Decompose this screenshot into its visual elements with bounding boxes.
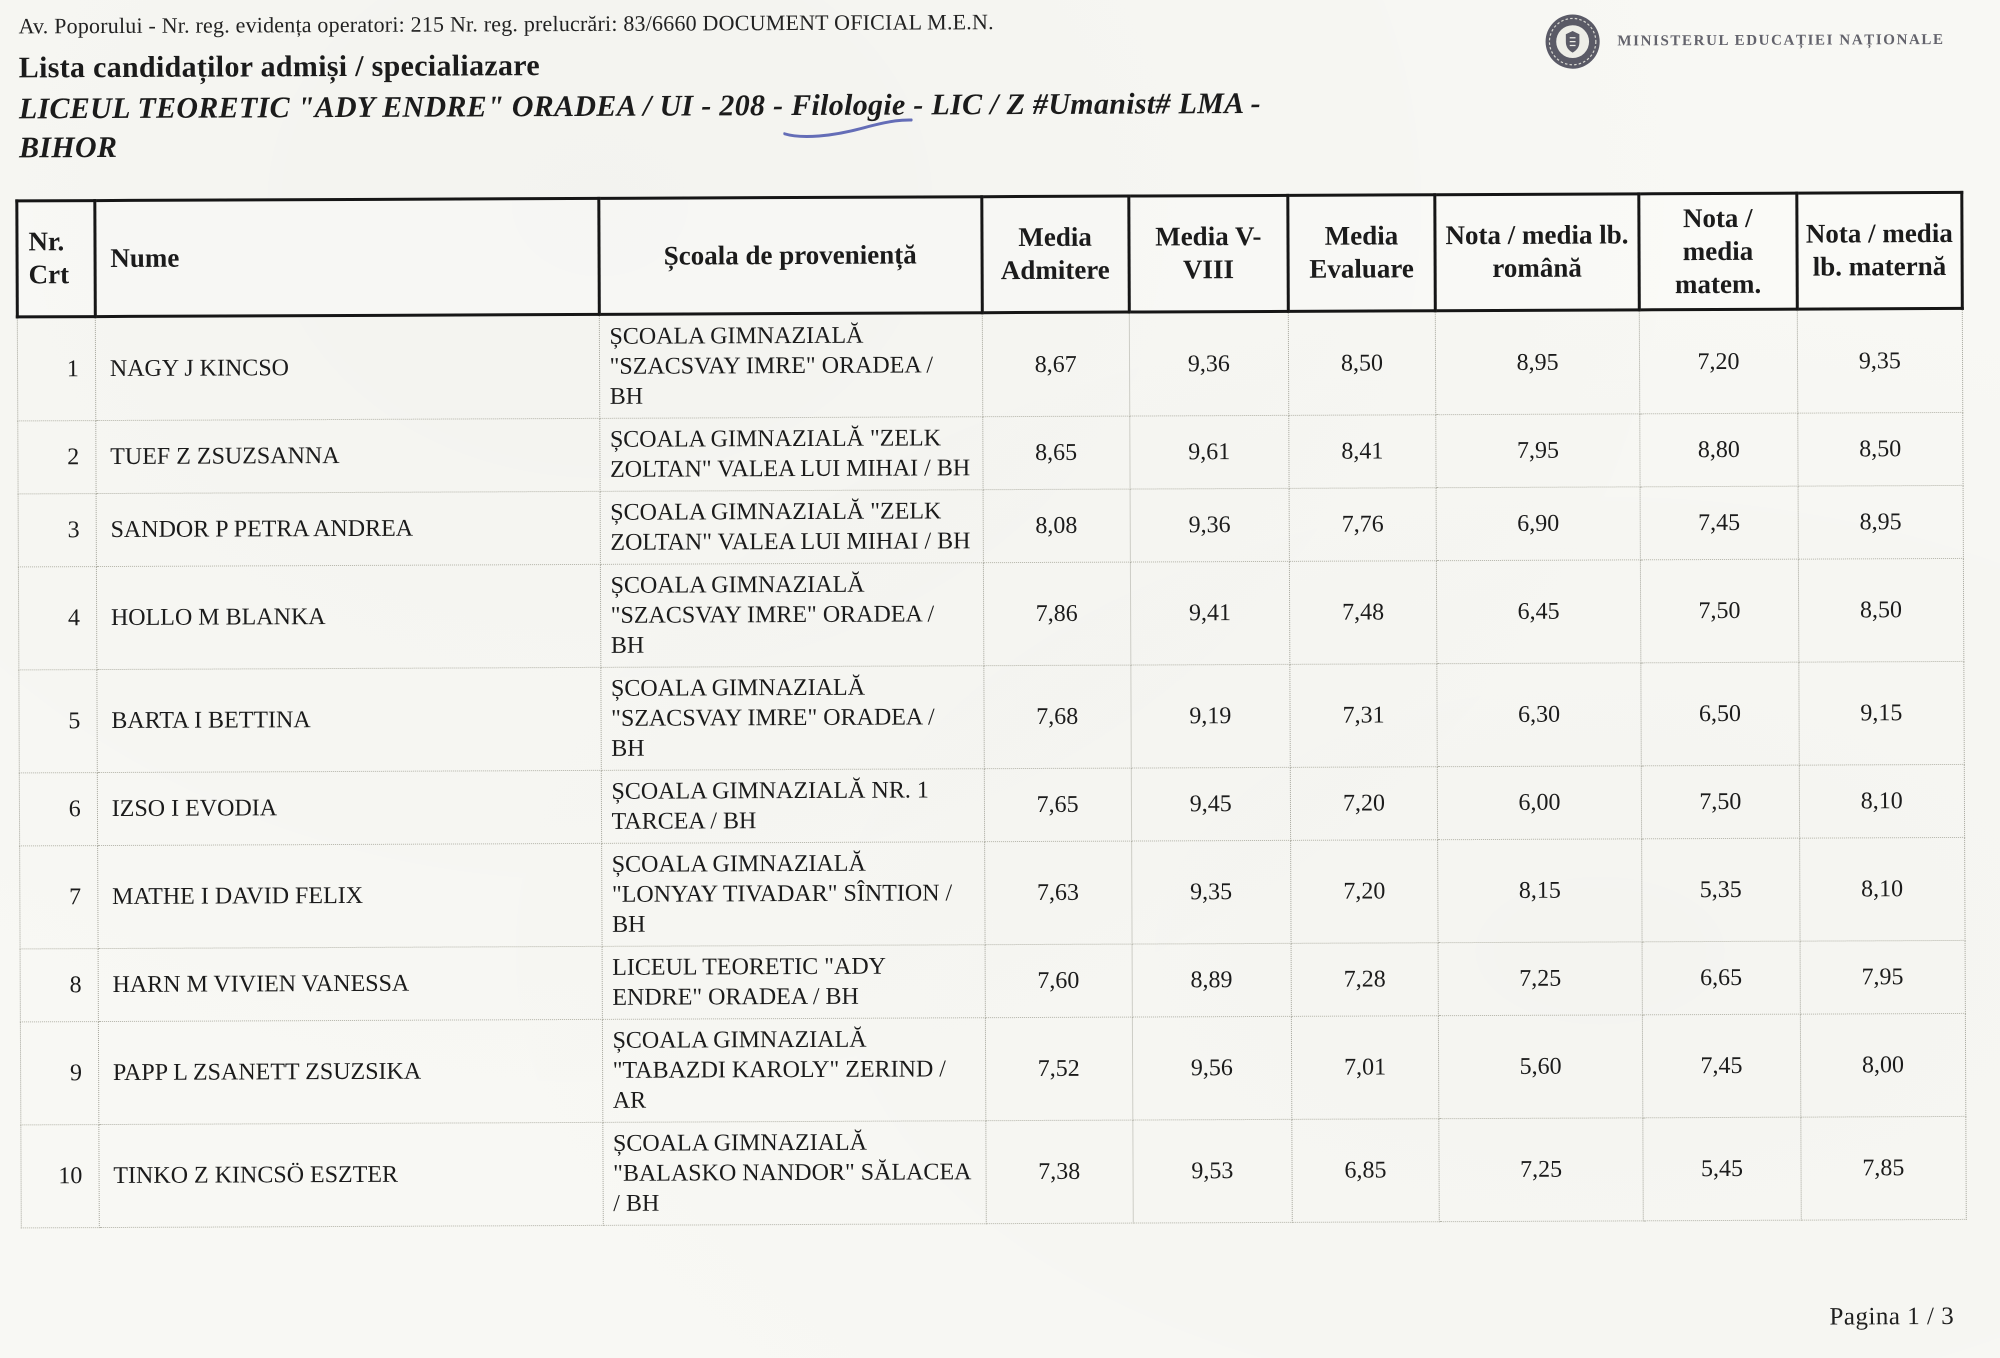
cell-nr: 1: [17, 316, 95, 420]
ministry-brand: [1543, 11, 1944, 71]
subtitle-highlight-text: Filologie: [791, 88, 906, 123]
column-header-media-admitere: Media Admitere: [982, 196, 1129, 312]
cell-nota-matem: 7,45: [1640, 486, 1798, 560]
table-row: [20, 940, 1965, 1021]
cell-nr: 7: [20, 845, 98, 948]
cell-nota-matem: 7,20: [1639, 309, 1797, 414]
column-header-scoala: Școala de proveniență: [598, 197, 982, 314]
column-header-nume: Nume: [95, 198, 599, 316]
cell-media-evaluare: 7,76: [1289, 488, 1436, 562]
cell-media-admitere: 7,63: [984, 841, 1131, 945]
cell-nr: 2: [18, 420, 96, 493]
cell-media-evaluare: 7,28: [1291, 943, 1438, 1017]
table-row: [20, 837, 1965, 948]
cell-nume: IZSO I EVODIA: [97, 770, 601, 845]
cell-nota-romana: 6,45: [1436, 560, 1641, 664]
column-header-nota-romana: Nota / media lb. română: [1435, 194, 1640, 311]
cell-nota-romana: 6,00: [1437, 766, 1642, 840]
table-header: [17, 192, 1962, 316]
candidates-table: [15, 191, 1967, 1228]
cell-scoala: ȘCOALA GIMNAZIALĂ "ZELK ZOLTAN" VALEA LUI MIHAI / BH: [600, 490, 983, 565]
cell-nota-matem: 7,50: [1641, 765, 1799, 839]
cell-media-v-viii: 9,41: [1130, 561, 1290, 665]
cell-nota-materna: 8,00: [1800, 1013, 1966, 1117]
cell-media-v-viii: 9,35: [1131, 840, 1291, 944]
cell-nota-matem: 6,50: [1641, 662, 1799, 766]
cell-nr: 6: [19, 772, 97, 845]
cell-nota-romana: 6,90: [1436, 487, 1641, 561]
cell-media-evaluare: 7,20: [1290, 767, 1437, 841]
cell-nota-romana: 5,60: [1438, 1015, 1643, 1119]
ministry-seal-icon: [1543, 12, 1601, 70]
cell-media-v-viii: 9,45: [1131, 767, 1291, 841]
column-header-nota-matem: Nota / media matem.: [1639, 193, 1797, 309]
cell-media-v-viii: 9,56: [1132, 1016, 1292, 1120]
cell-nota-materna: 8,50: [1798, 558, 1964, 662]
cell-nota-matem: 6,65: [1642, 941, 1800, 1015]
cell-scoala: ȘCOALA GIMNAZIALĂ "ZELK ZOLTAN" VALEA LUI MIHAI / BH: [599, 417, 982, 492]
cell-media-admitere: 8,65: [982, 416, 1129, 490]
cell-nota-matem: 5,35: [1642, 838, 1800, 942]
cell-nota-materna: 7,95: [1800, 940, 1966, 1014]
cell-nota-romana: 7,95: [1436, 414, 1641, 488]
cell-nume: HARN M VIVIEN VANESSA: [98, 946, 602, 1021]
table-row: [18, 558, 1963, 669]
candidates-table-wrap: [15, 191, 1967, 1228]
cell-media-admitere: 7,68: [984, 665, 1131, 769]
table-row: [18, 412, 1963, 493]
cell-nota-romana: 6,30: [1437, 663, 1642, 767]
cell-nota-materna: 8,50: [1797, 412, 1963, 486]
cell-nr: 4: [18, 566, 96, 669]
cell-scoala: LICEUL TEORETIC "ADY ENDRE" ORADEA / BH: [602, 945, 985, 1020]
cell-nume: MATHE I DAVID FELIX: [97, 843, 601, 948]
page-subtitle: [19, 83, 1439, 167]
table-row: [17, 308, 1962, 420]
cell-media-admitere: 7,52: [985, 1017, 1132, 1121]
cell-media-admitere: 8,67: [982, 312, 1129, 417]
cell-scoala: ȘCOALA GIMNAZIALĂ "SZACSVAY IMRE" ORADEA / BH: [600, 666, 984, 771]
cell-nota-romana: 8,15: [1438, 839, 1643, 943]
table-row: [20, 1013, 1965, 1124]
cell-scoala: ȘCOALA GIMNAZIALĂ "SZACSVAY IMRE" ORADEA / BH: [600, 563, 984, 668]
cell-nota-materna: 8,10: [1799, 764, 1965, 838]
cell-nota-matem: 5,45: [1643, 1117, 1801, 1221]
subtitle-line2: BIHOR: [19, 130, 118, 165]
cell-nota-materna: 7,85: [1800, 1116, 1966, 1220]
cell-nume: NAGY J KINCSO: [95, 314, 599, 420]
page-title: Lista candidaților admiși / specialiazare: [18, 49, 541, 85]
cell-nume: PAPP L ZSANETT ZSUZSIKA: [98, 1019, 602, 1124]
cell-nota-matem: 7,45: [1642, 1014, 1800, 1118]
cell-media-evaluare: 7,48: [1289, 561, 1436, 665]
column-header-nota-materna: Nota / media lb. maternă: [1796, 192, 1962, 309]
registry-line: Av. Poporului - Nr. reg. evidența operatori: 215 Nr. reg. prelucrări: 83/6660 DOCUMENT OFICIAL M.E.N.: [18, 9, 994, 39]
cell-media-admitere: 7,86: [983, 562, 1130, 666]
cell-media-evaluare: 7,20: [1291, 840, 1438, 944]
cell-media-v-viii: 9,53: [1132, 1119, 1292, 1223]
cell-scoala: ȘCOALA GIMNAZIALĂ "LONYAY TIVADAR" SÎNTION / BH: [601, 842, 985, 947]
column-header-media-evaluare: Media Evaluare: [1288, 195, 1435, 311]
cell-media-evaluare: 7,31: [1290, 664, 1437, 768]
cell-media-evaluare: 8,50: [1288, 311, 1435, 416]
ministry-name-label: MINISTERUL EDUCAȚIEI NAȚIONALE: [1617, 31, 1945, 49]
cell-nota-matem: 7,50: [1641, 559, 1799, 663]
cell-nume: TINKO Z KINCSÖ ESZTER: [99, 1122, 603, 1227]
subtitle-before: LICEUL TEORETIC "ADY ENDRE" ORADEA / UI - 208 -: [18, 89, 792, 126]
cell-nr: 9: [20, 1021, 98, 1124]
cell-nume: TUEF Z ZSUZSANNA: [96, 418, 600, 493]
table-row: [18, 485, 1963, 566]
cell-scoala: ȘCOALA GIMNAZIALĂ "SZACSVAY IMRE" ORADEA / BH: [599, 313, 983, 419]
cell-nume: HOLLO M BLANKA: [96, 564, 600, 669]
cell-media-evaluare: 8,41: [1289, 415, 1436, 489]
page-number: Pagina 1 / 3: [1829, 1302, 1955, 1331]
cell-media-admitere: 7,38: [986, 1120, 1133, 1224]
subtitle-after: - LIC / Z #Umanist# LMA -: [905, 86, 1261, 122]
cell-media-v-viii: 9,61: [1129, 415, 1289, 489]
cell-nr: 8: [20, 948, 98, 1021]
table-row: [19, 764, 1964, 845]
header-row: [17, 192, 1962, 316]
cell-nota-matem: 8,80: [1640, 413, 1798, 487]
column-header-media-v-viii: Media V-VIII: [1128, 195, 1288, 312]
cell-nota-materna: 9,35: [1797, 308, 1963, 413]
cell-nr: 10: [21, 1124, 99, 1227]
cell-media-v-viii: 8,89: [1132, 943, 1292, 1017]
cell-media-admitere: 8,08: [983, 489, 1130, 563]
cell-nota-romana: 7,25: [1439, 1118, 1644, 1222]
cell-nr: 3: [18, 493, 96, 566]
cell-media-evaluare: 6,85: [1292, 1119, 1439, 1223]
cell-nr: 5: [19, 669, 97, 772]
cell-media-admitere: 7,60: [985, 944, 1132, 1018]
cell-nota-materna: 8,10: [1799, 837, 1965, 941]
cell-scoala: ȘCOALA GIMNAZIALĂ "TABAZDI KAROLY" ZERIND / AR: [602, 1018, 986, 1123]
cell-nota-materna: 8,95: [1798, 485, 1964, 559]
cell-media-v-viii: 9,19: [1130, 664, 1290, 768]
cell-scoala: ȘCOALA GIMNAZIALĂ NR. 1 TARCEA / BH: [601, 769, 984, 844]
column-header-nr-crt: Nr. Crt: [17, 201, 95, 317]
cell-media-admitere: 7,65: [984, 768, 1131, 842]
table-row: [19, 661, 1964, 772]
cell-nota-romana: 8,95: [1435, 310, 1640, 415]
subtitle-highlight: [791, 86, 906, 125]
cell-nume: BARTA I BETTINA: [97, 667, 601, 772]
table-body: [17, 308, 1966, 1227]
cell-media-v-viii: 9,36: [1129, 311, 1289, 416]
cell-scoala: ȘCOALA GIMNAZIALĂ "BALASKO NANDOR" SĂLACEA / BH: [602, 1121, 986, 1226]
title-block: [19, 45, 1439, 167]
cell-nume: SANDOR P PETRA ANDREA: [96, 491, 600, 566]
cell-nota-romana: 7,25: [1438, 942, 1643, 1016]
cell-media-evaluare: 7,01: [1291, 1016, 1438, 1120]
cell-nota-materna: 9,15: [1798, 661, 1964, 765]
cell-media-v-viii: 9,36: [1130, 488, 1290, 562]
table-row: [21, 1116, 1966, 1227]
